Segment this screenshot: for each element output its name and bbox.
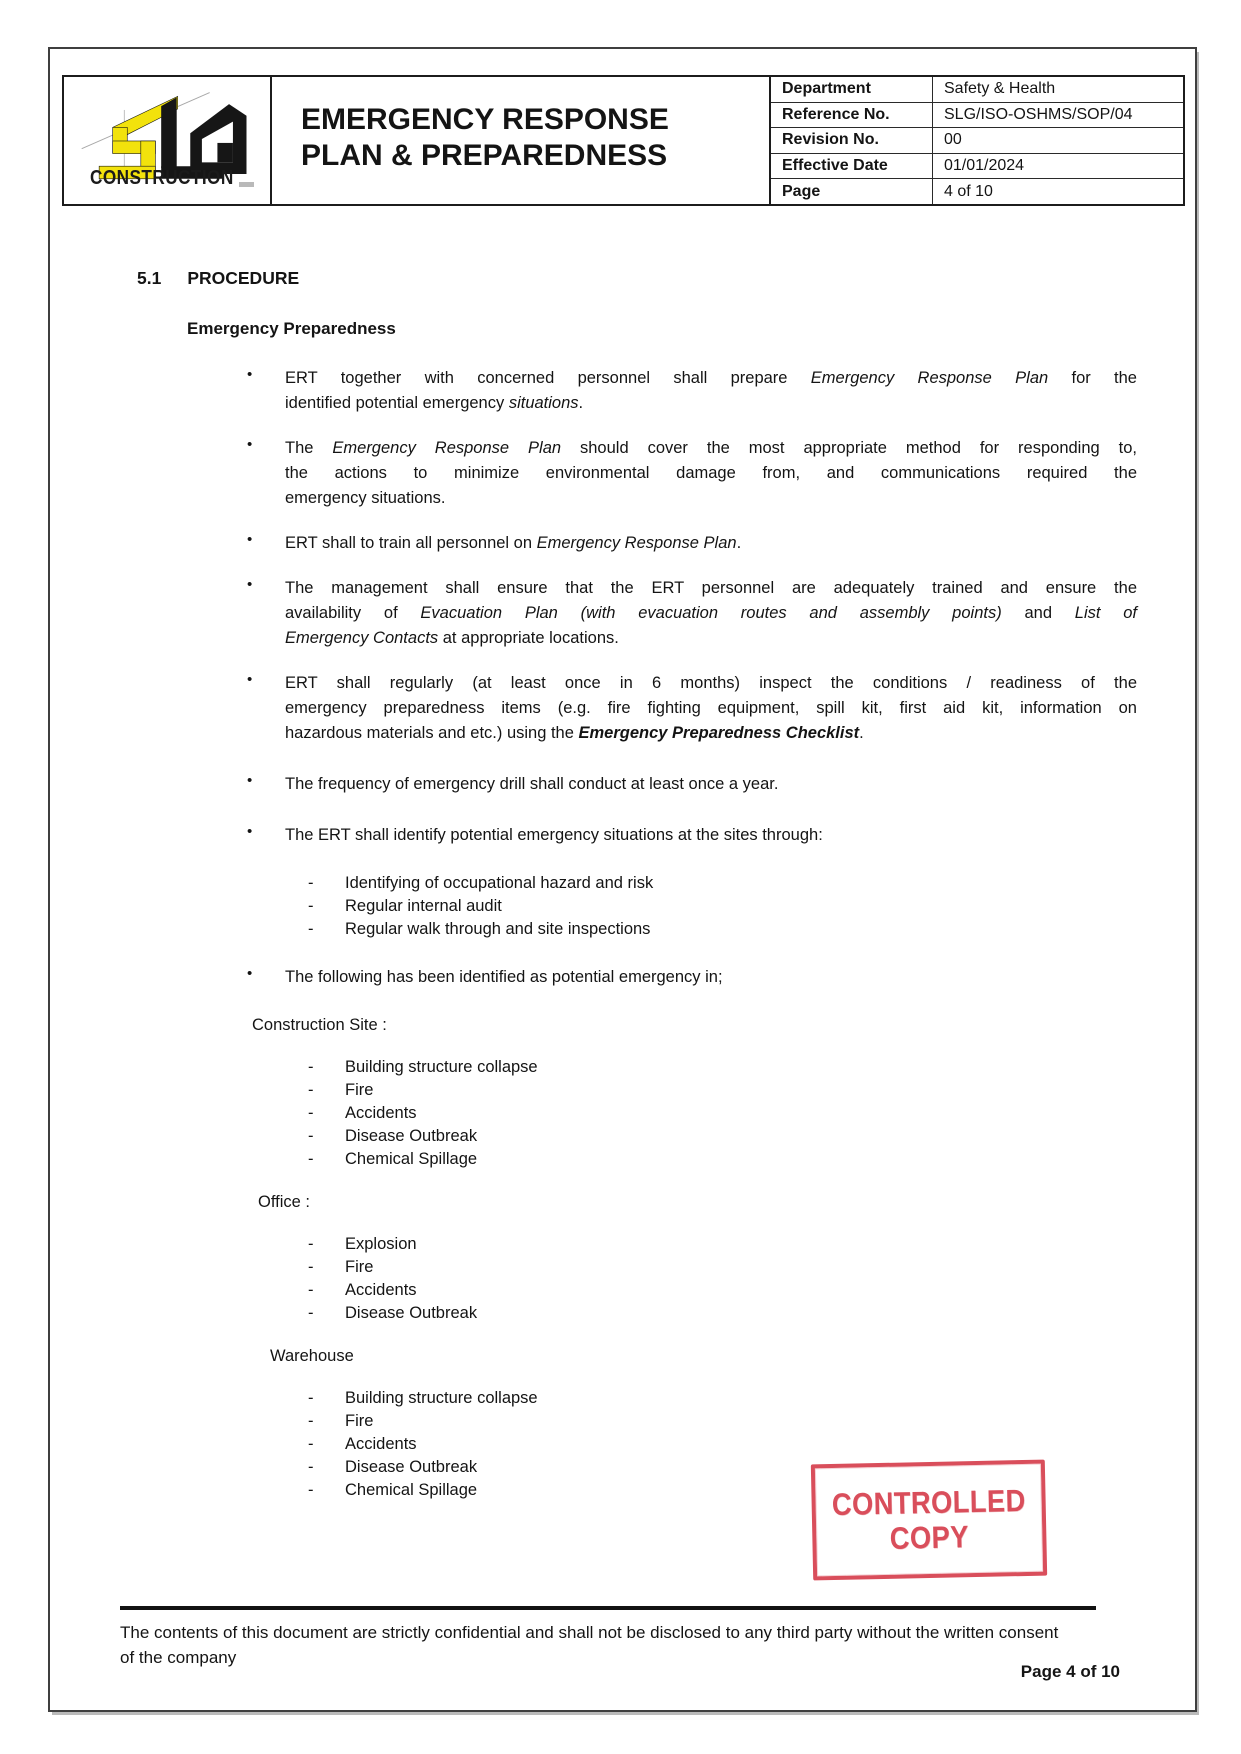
dash-marker: - xyxy=(308,1281,314,1299)
footer-divider xyxy=(120,1606,1096,1610)
dash-marker: - xyxy=(308,920,314,938)
bullet-line: ERT shall to train all personnel on Emergency Response Plan. xyxy=(285,534,742,552)
dash-marker: - xyxy=(308,874,314,892)
dash-item xyxy=(308,895,1147,918)
dash-item xyxy=(308,918,1147,941)
dash-item xyxy=(308,1079,1147,1102)
bullet-line: ERT together with concerned personnel shall prepare Emergency Response Plan for the xyxy=(285,369,1137,387)
dash-marker: - xyxy=(308,1150,314,1168)
dash-text: Chemical Spillage xyxy=(345,1150,478,1168)
dash-text: Disease Outbreak xyxy=(345,1304,478,1322)
meta-table xyxy=(769,77,1183,204)
dash-list xyxy=(308,1056,1147,1171)
document-body xyxy=(137,268,1147,1522)
confidentiality-note: The contents of this document are strictly confidential and shall not be disclosed to any third party without the written consent of the company xyxy=(120,1623,1059,1667)
stamp-line-2: COPY xyxy=(889,1519,970,1556)
meta-value: 01/01/2024 xyxy=(933,153,1184,179)
meta-table-body xyxy=(770,77,1183,204)
logo-fine-print xyxy=(239,182,254,187)
bullet-line: The following has been identified as potential emergency in; xyxy=(285,968,723,986)
dash-marker: - xyxy=(308,897,314,915)
bullet-text xyxy=(285,366,1137,416)
meta-label: Department xyxy=(770,77,933,102)
group-label: Office : xyxy=(258,1193,310,1211)
dash-text: Fire xyxy=(345,1258,374,1276)
title-line-1: EMERGENCY RESPONSE xyxy=(301,103,669,136)
dash-marker: - xyxy=(308,1258,314,1276)
dash-marker: - xyxy=(308,1104,314,1122)
section-heading xyxy=(137,268,1147,289)
dash-marker: - xyxy=(308,1304,314,1322)
section-number: 5.1 xyxy=(137,268,162,288)
dash-list xyxy=(308,872,1147,941)
bullet-line: The frequency of emergency drill shall conduct at least once a year. xyxy=(285,775,779,793)
bullet-item xyxy=(245,772,1137,797)
bullet-marker: • xyxy=(247,671,253,688)
dash-text: Explosion xyxy=(345,1235,417,1253)
footer-page-number: Page 4 of 10 xyxy=(1020,1662,1120,1681)
bullet-marker: • xyxy=(247,531,253,548)
bullet-marker: • xyxy=(247,436,253,453)
dash-text: Fire xyxy=(345,1081,374,1099)
group-label: Warehouse xyxy=(270,1347,354,1365)
controlled-copy-stamp xyxy=(811,1460,1047,1581)
bullet-text xyxy=(285,531,1137,556)
bullet-marker: • xyxy=(247,772,253,789)
bullet-marker: • xyxy=(247,965,253,982)
dash-item xyxy=(308,1387,1147,1410)
bullet-line: The ERT shall identify potential emergency situations at the sites through: xyxy=(285,826,823,844)
bullet-text xyxy=(285,576,1137,651)
bullet-line: emergency preparedness items (e.g. fire fighting equipment, spill kit, first aid kit, information on xyxy=(285,699,1137,717)
dash-item xyxy=(308,1148,1147,1171)
bullet-item xyxy=(245,823,1137,848)
dash-text: Building structure collapse xyxy=(345,1058,538,1076)
dash-text: Identifying of occupational hazard and risk xyxy=(345,874,654,892)
subsection-heading: Emergency Preparedness xyxy=(187,319,396,338)
dash-text: Accidents xyxy=(345,1281,417,1299)
dash-item xyxy=(308,872,1147,895)
dash-text: Accidents xyxy=(345,1104,417,1122)
dash-item xyxy=(308,1433,1147,1456)
procedure-blocks xyxy=(137,366,1147,1502)
dash-item xyxy=(308,1233,1147,1256)
bullet-text xyxy=(285,965,1137,990)
dash-text: Fire xyxy=(345,1412,374,1430)
dash-text: Chemical Spillage xyxy=(345,1481,478,1499)
meta-label: Page xyxy=(770,179,933,204)
bullet-line: The Emergency Response Plan should cover the most appropriate method for responding to, xyxy=(285,439,1137,457)
title-line-2: PLAN & PREPAREDNESS xyxy=(301,139,668,172)
dash-item xyxy=(308,1302,1147,1325)
dash-item xyxy=(308,1410,1147,1433)
dash-text: Accidents xyxy=(345,1435,417,1453)
meta-value: 4 of 10 xyxy=(933,179,1184,204)
group-label: Construction Site : xyxy=(252,1016,387,1034)
bullet-line: ERT shall regularly (at least once in 6 months) inspect the conditions / readiness of the xyxy=(285,674,1137,692)
bullet-item xyxy=(245,671,1137,746)
dash-text: Regular internal audit xyxy=(345,897,502,915)
bullet-marker: • xyxy=(247,366,253,383)
dash-marker: - xyxy=(308,1058,314,1076)
bullet-line: Emergency Contacts at appropriate locations. xyxy=(285,629,619,647)
bullet-line: identified potential emergency situations. xyxy=(285,394,584,412)
meta-label: Revision No. xyxy=(770,128,933,154)
dash-text: Regular walk through and site inspections xyxy=(345,920,651,938)
dash-text: Building structure collapse xyxy=(345,1389,538,1407)
dash-item xyxy=(308,1125,1147,1148)
bullet-item xyxy=(245,965,1137,990)
dash-marker: - xyxy=(308,1081,314,1099)
document-title xyxy=(272,77,769,204)
dash-marker: - xyxy=(308,1235,314,1253)
meta-value: SLG/ISO-OSHMS/SOP/04 xyxy=(933,102,1184,128)
bullet-text xyxy=(285,772,1137,797)
meta-row xyxy=(770,77,1183,102)
dash-marker: - xyxy=(308,1412,314,1430)
bullet-text xyxy=(285,436,1137,511)
bullet-line: availability of Evacuation Plan (with evacuation routes and assembly points) and List of xyxy=(285,604,1138,622)
meta-value: Safety & Health xyxy=(933,77,1184,102)
dash-text: Disease Outbreak xyxy=(345,1127,478,1145)
dash-item xyxy=(308,1102,1147,1125)
bullet-text xyxy=(285,823,1137,848)
bullet-line: the actions to minimize environmental damage from, and communications required the xyxy=(285,464,1137,482)
meta-row xyxy=(770,179,1183,204)
meta-row xyxy=(770,128,1183,154)
dash-item xyxy=(308,1056,1147,1079)
dash-marker: - xyxy=(308,1481,314,1499)
bullet-item xyxy=(245,531,1137,556)
bullet-line: emergency situations. xyxy=(285,489,446,507)
bullet-marker: • xyxy=(247,823,253,840)
bullet-line: The management shall ensure that the ERT personnel are adequately trained and ensure the xyxy=(285,579,1137,597)
dash-marker: - xyxy=(308,1389,314,1407)
dash-marker: - xyxy=(308,1435,314,1453)
bullet-line: hazardous materials and etc.) using the Emergency Preparedness Checklist. xyxy=(285,724,864,742)
dash-item xyxy=(308,1256,1147,1279)
dash-text: Disease Outbreak xyxy=(345,1458,478,1476)
dash-list xyxy=(308,1233,1147,1325)
bullet-item xyxy=(245,366,1137,416)
meta-row xyxy=(770,153,1183,179)
company-logo xyxy=(64,77,272,204)
dash-marker: - xyxy=(308,1458,314,1476)
meta-row xyxy=(770,102,1183,128)
bullet-item xyxy=(245,576,1137,651)
dash-item xyxy=(308,1279,1147,1302)
document-header xyxy=(62,75,1185,206)
section-title: PROCEDURE xyxy=(187,268,300,288)
dash-marker: - xyxy=(308,1127,314,1145)
meta-value: 00 xyxy=(933,128,1184,154)
meta-label: Effective Date xyxy=(770,153,933,179)
meta-label: Reference No. xyxy=(770,102,933,128)
bullet-text xyxy=(285,671,1137,746)
bullet-item xyxy=(245,436,1137,511)
bullet-marker: • xyxy=(247,576,253,593)
stamp-line-1: CONTROLLED xyxy=(831,1482,1026,1523)
logo-construction-label: CONSTRUCTION xyxy=(90,167,234,189)
